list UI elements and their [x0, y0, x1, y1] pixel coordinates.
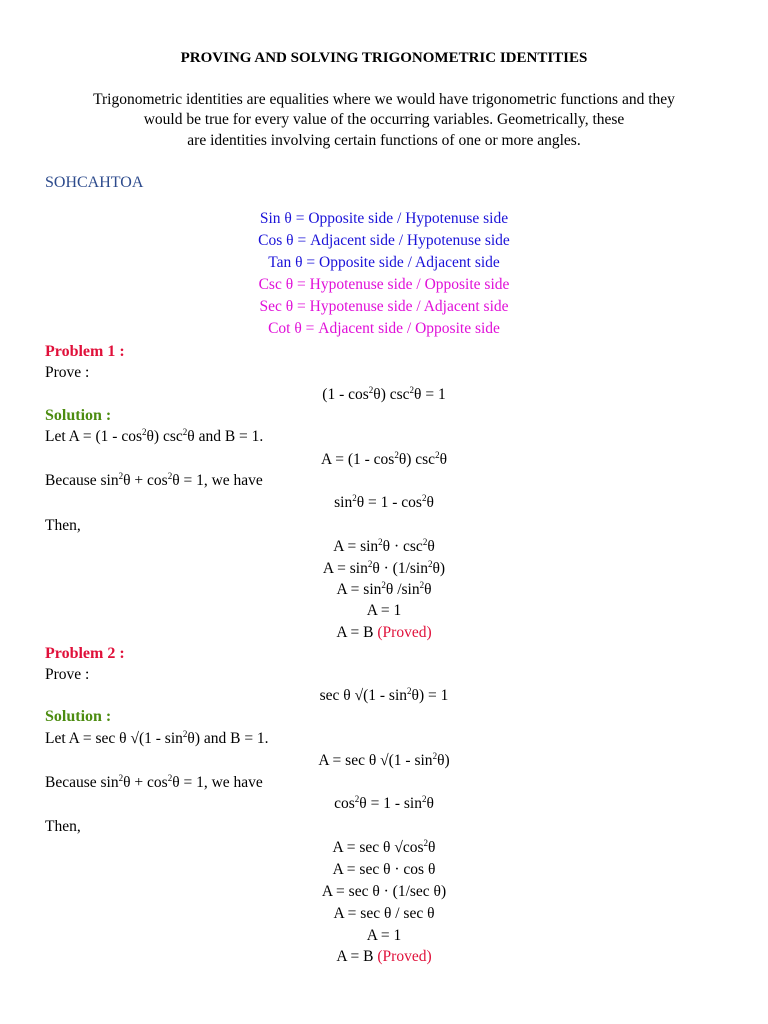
- problem-2-because: Because $\sin^2\theta + \cos^2\theta = 1$, we have: [45, 773, 263, 791]
- problem-1-identity: $\sin^2\theta = 1 - \cos^2\theta$: [334, 493, 434, 511]
- problem-1-proved: (Proved): [377, 624, 432, 641]
- problem-1-step-3: $A = \sin^2\theta$ $/\sin^2\theta$: [336, 580, 432, 598]
- problem-1-step-4: A = 1: [366, 602, 402, 619]
- sec-definition: Sec θ = Hypotenuse side / Adjacent side: [259, 298, 509, 315]
- problem-1-let: Let $A = (1 - \cos^2\theta)$ $\csc^2\theta$ and B = 1.: [45, 427, 264, 445]
- problem-2-prove: Prove :: [45, 666, 90, 683]
- intro-line-1: Trigonometric identities are equalities where we would have trigonometric functions and they: [93, 91, 675, 108]
- intro-line-2: would be true for every value of the occurring variables. Geometrically, these: [143, 111, 625, 128]
- problem-2-step-3: A = sec θ · (1/sec θ): [321, 883, 447, 900]
- problem-1-statement: $(1 - \cos^2\theta)$ $\csc^2\theta = 1$: [322, 385, 446, 403]
- problem-1-final: [0, 623, 768, 643]
- sin-definition: Sin θ = Opposite side / Hypotenuse side: [259, 210, 509, 227]
- tan-definition: Tan θ = Opposite side / Adjacent side: [268, 254, 500, 271]
- problem-2-a-expr: A = sec θ $√(1 - \sin^2\theta)$: [318, 751, 450, 769]
- problem-1-prove: Prove :: [45, 364, 90, 381]
- intro-line-3: are identities involving certain functions of one or more angles.: [187, 132, 581, 149]
- problem-1-solution-label: Solution :: [45, 407, 112, 424]
- problem-2-step-5: A = 1: [366, 927, 402, 944]
- csc-definition: Csc θ = Hypotenuse side / Opposite side: [258, 276, 510, 293]
- problem-2-proved: (Proved): [377, 948, 432, 965]
- problem-2-identity: $\cos^2\theta = 1 - \sin^2\theta$: [334, 794, 434, 812]
- problem-2-let: Let A = sec θ $√(1 - \sin^2\theta)$ and B = 1.: [45, 729, 269, 747]
- problem-2-step-4: A = sec θ / sec θ: [333, 905, 435, 922]
- problem-1-step-1: $A = \sin^2\theta \cdot \csc^2\theta$: [333, 537, 435, 555]
- cos-definition: Cos θ = Adjacent side / Hypotenuse side: [258, 232, 510, 249]
- problem-2-label: Problem 2 :: [45, 645, 125, 662]
- problem-2-final: [0, 947, 768, 967]
- cot-definition: Cot θ = Adjacent side / Opposite side: [268, 320, 500, 337]
- problem-2-then: Then,: [45, 818, 81, 835]
- problem-1-final-expr: A = B: [336, 624, 374, 641]
- problem-2-step-1: A = sec θ $√\cos^2\theta$: [332, 838, 436, 856]
- problem-2-statement: sec θ $√(1 - \sin^2\theta) = 1$: [319, 686, 449, 704]
- problem-1-because: Because $\sin^2\theta + \cos^2\theta = 1$, we have: [45, 471, 263, 489]
- problem-2-solution-label: Solution :: [45, 708, 112, 725]
- problem-1-then: Then,: [45, 517, 81, 534]
- problem-1-a-expr: $A = (1 - \cos^2\theta)$ $\csc^2\theta$: [320, 450, 448, 468]
- problem-2-step-2: A = sec θ · cos θ: [332, 861, 436, 878]
- sohcahtoa-heading: SOHCAHTOA: [45, 174, 144, 191]
- page-title: PROVING AND SOLVING TRIGONOMETRIC IDENTITIES: [180, 50, 588, 66]
- problem-1-label: Problem 1 :: [45, 343, 125, 360]
- problem-2-final-expr: A = B: [336, 948, 374, 965]
- problem-1-step-2: $A = \sin^2\theta \cdot (1/\sin^2\theta)$: [322, 559, 446, 577]
